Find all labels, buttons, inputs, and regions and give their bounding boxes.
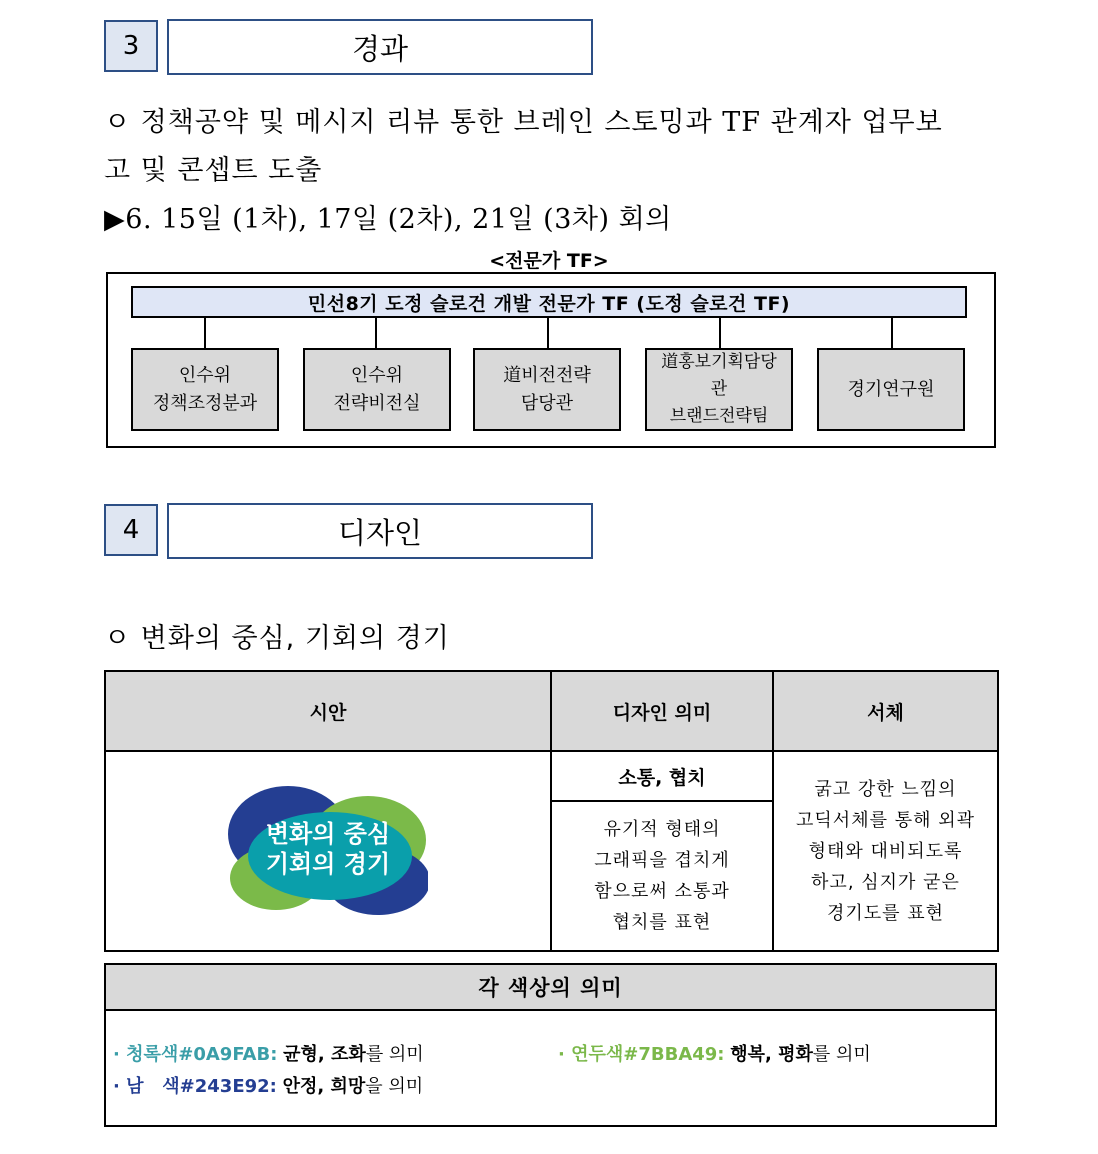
section-4-title: 디자인	[167, 503, 593, 559]
design-bullet: ㅇ 변화의 중심, 기회의 경기	[104, 623, 450, 654]
org-member-box	[473, 348, 621, 431]
color-rest: 를 의미	[365, 1044, 424, 1065]
meaning-title: 소통, 협치	[551, 751, 773, 801]
header-meaning: 디자인 의미	[551, 671, 773, 751]
org-member-box	[817, 348, 965, 431]
color-item-green	[558, 1040, 871, 1066]
org-connector	[891, 318, 893, 348]
header-draft: 시안	[105, 671, 551, 751]
section-3-number: 3	[104, 20, 158, 72]
meaning-line: 함으로써 소통과	[594, 881, 730, 902]
progress-line-2: 고 및 콘셉트 도출	[104, 155, 323, 186]
org-member-box	[303, 348, 451, 431]
color-meaning-title: 각 색상의 의미	[106, 965, 995, 1011]
color-bold-meaning: 행복, 평화	[730, 1044, 813, 1065]
meaning-description	[551, 801, 773, 951]
header-font: 서체	[773, 671, 998, 751]
color-item-teal	[113, 1040, 424, 1066]
org-member-line: 경기연구원	[847, 378, 935, 400]
color-item-navy	[113, 1072, 423, 1098]
meaning-line: 유기적 형태의	[603, 819, 721, 840]
meaning-line: 협치를 표현	[612, 912, 712, 933]
org-member-line: 담당관	[520, 392, 574, 414]
color-label: · 청록색#0A9FAB:	[113, 1044, 278, 1065]
color-rest: 을 의미	[365, 1076, 424, 1097]
color-bold-meaning: 균형, 조화	[283, 1044, 366, 1065]
progress-line-3: ▶6. 15일 (1차), 17일 (2차), 21일 (3차) 회의	[104, 204, 672, 235]
org-connector	[547, 318, 549, 348]
font-line: 하고, 심지가 굳은	[811, 871, 960, 893]
org-chart-caption: <전문가 TF>	[489, 250, 609, 272]
font-line: 고딕서체를 통해 외곽	[796, 809, 975, 831]
logo-text-line-1: 변화의 중심	[265, 820, 391, 848]
org-connector	[719, 318, 721, 348]
org-member-box	[131, 348, 279, 431]
section-3-title: 경과	[167, 19, 593, 75]
color-label: · 연두색#7BBA49:	[558, 1044, 725, 1065]
design-table	[104, 670, 999, 952]
font-description	[773, 751, 998, 951]
section-4-number: 4	[104, 504, 158, 556]
progress-line-1: ㅇ 정책공약 및 메시지 리뷰 통한 브레인 스토밍과 TF 관계자 업무보	[104, 107, 943, 138]
color-bold-meaning: 안정, 희망	[282, 1076, 366, 1097]
org-member-line: 인수위	[178, 364, 232, 386]
org-member-line: 道홍보기획담당	[661, 352, 777, 372]
org-chart-top-box: 민선8기 도정 슬로건 개발 전문가 TF (도정 슬로건 TF)	[131, 286, 967, 318]
logo-text-line-2: 기회의 경기	[265, 850, 391, 878]
org-member-line: 정책조정분과	[152, 392, 258, 414]
slogan-logo	[228, 786, 428, 916]
font-line: 굵고 강한 느낌의	[814, 778, 957, 800]
org-member-line: 전략비전실	[333, 392, 421, 414]
org-member-line: 브랜드전략팀	[669, 406, 769, 426]
font-line: 경기도를 표현	[826, 902, 945, 924]
color-label: · 남 색#243E92:	[113, 1076, 277, 1097]
org-member-line: 道비전전략	[503, 364, 591, 386]
org-member-line: 관	[710, 379, 728, 399]
meaning-line: 그래픽을 겹치게	[594, 850, 730, 871]
org-connector	[375, 318, 377, 348]
org-connector	[204, 318, 206, 348]
font-line: 형태와 대비되도록	[808, 840, 963, 862]
org-member-box	[645, 348, 793, 431]
color-rest: 를 의미	[812, 1044, 871, 1065]
org-member-line: 인수위	[350, 364, 404, 386]
logo-cell	[105, 751, 551, 951]
